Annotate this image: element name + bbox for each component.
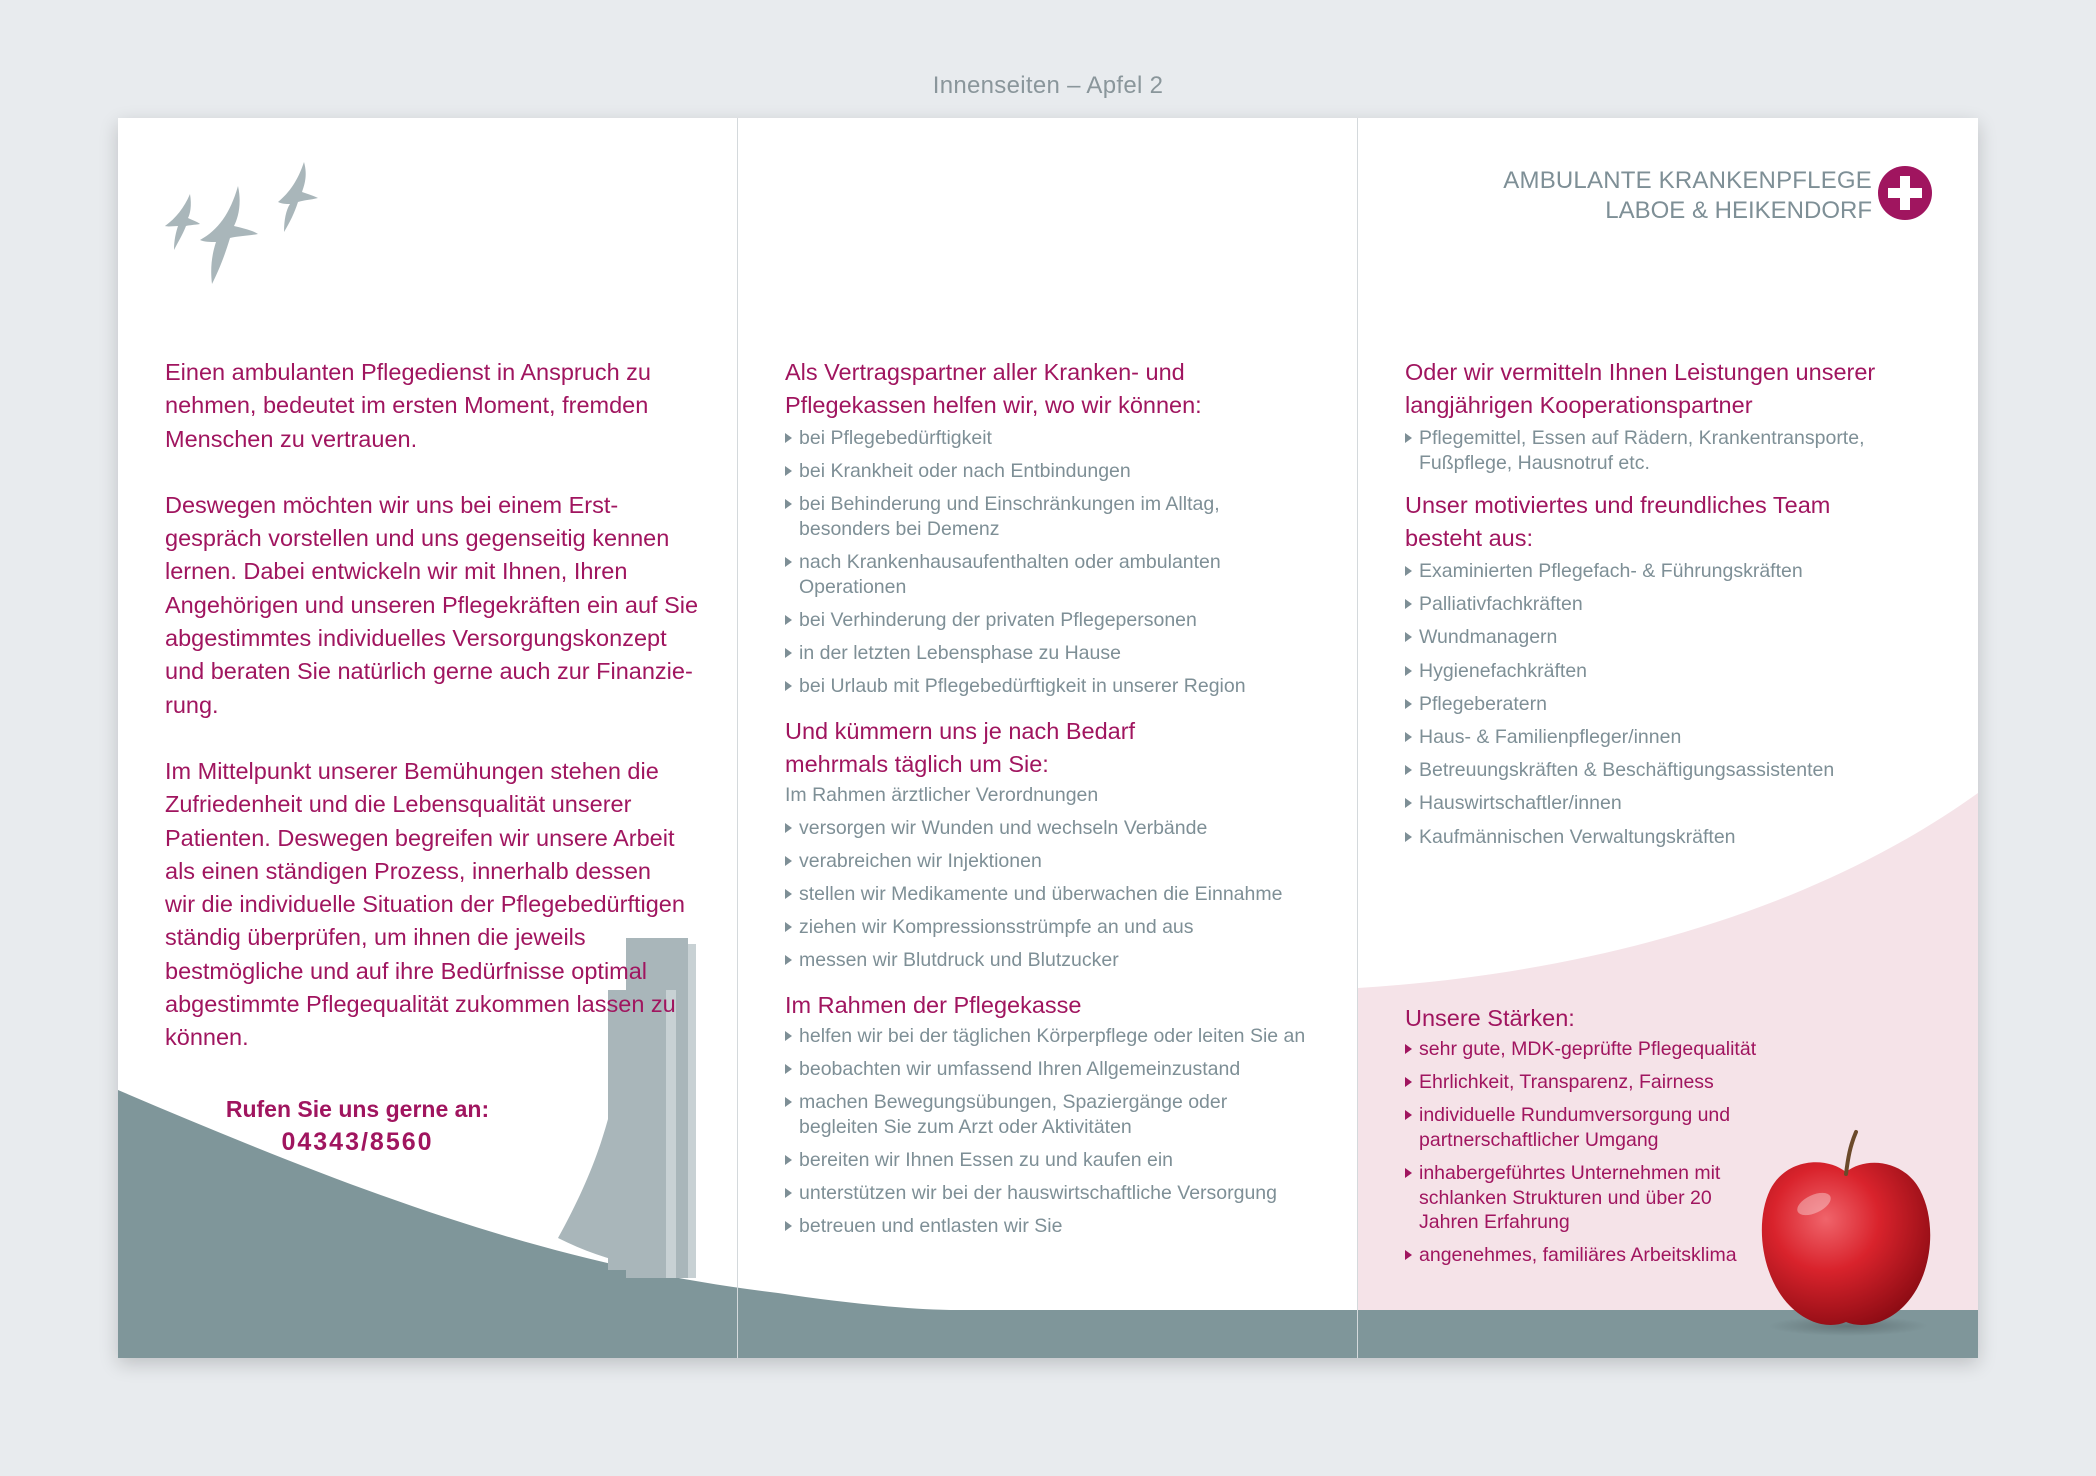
section-heading: Unser motiviertes und freundliches Team besteht aus: xyxy=(1405,492,1831,551)
list-item: Haus- & Familienpfleger/innen xyxy=(1405,725,1925,750)
list-item: Pflegeberatern xyxy=(1405,692,1925,717)
list-item: versorgen wir Wunden und wechseln Verbände xyxy=(785,816,1325,841)
panel-left xyxy=(165,118,705,1358)
intro-paragraph-2: Deswegen möchten wir uns bei einem Erst-gespräch vorstellen und uns gegenseitig kennen lernen. Dabei entwickeln wir mit Ihnen, Ihren Angehörigen und unseren Pflegekräften ein auf Sie abgestimmtes individuelles Versorgungskonzept und beraten Sie natürlich gerne auch zur Finanzie-rung. xyxy=(165,491,699,718)
list-item: angenehmes, familiäres Arbeitsklima xyxy=(1405,1243,1765,1268)
list-item: Ehrlichkeit, Transparenz, Fairness xyxy=(1405,1070,1765,1095)
list-item: Examinierten Pflegefach- & Führungskräften xyxy=(1405,559,1925,584)
list-item: sehr gute, MDK-geprüfte Pflegequalität xyxy=(1405,1037,1765,1062)
apple-image xyxy=(1756,1128,1936,1338)
intro-text xyxy=(165,356,700,1088)
list-item: Palliativfachkräften xyxy=(1405,592,1925,617)
list-item: nach Krankenhausaufenthalten oder ambulanten Operationen xyxy=(785,550,1245,599)
list-item: helfen wir bei der täglichen Körperpflege oder leiten Sie an xyxy=(785,1024,1325,1049)
call-label: Rufen Sie uns gerne an: xyxy=(225,1096,490,1122)
nursing-services-list xyxy=(785,1024,1325,1239)
call-to-action xyxy=(165,1093,550,1159)
logo-line-2: LABOE & HEIKENDORF xyxy=(1605,197,1872,224)
logo-line-1: AMBULANTE KRANKENPFLEGE xyxy=(1503,167,1872,194)
intro-paragraph-1: Einen ambulanten Pflegedienst in Anspruch zu nehmen, bedeutet im ersten Moment, fremden Menschen zu vertrauen. xyxy=(165,359,651,452)
partners-list xyxy=(1405,426,1925,475)
list-item: bei Pflegebedürftigkeit xyxy=(785,426,1325,451)
list-item: betreuen und entlasten wir Sie xyxy=(785,1214,1325,1239)
section-heading: Oder wir vermitteln Ihnen Leistungen unserer langjährigen Kooperationspartner xyxy=(1405,359,1876,418)
list-item: Hygienefachkräften xyxy=(1405,659,1925,684)
list-item: Hauswirtschaftler/innen xyxy=(1405,791,1925,816)
fold-line-2 xyxy=(1357,118,1358,1358)
section-heading: Als Vertragspartner aller Kranken- und Pflegekassen helfen wir, wo wir können: xyxy=(785,359,1202,418)
list-item: ziehen wir Kompressionsstrümpfe an und aus xyxy=(785,915,1325,940)
list-item: verabreichen wir Injektionen xyxy=(785,849,1325,874)
team-list xyxy=(1405,559,1925,849)
list-item: messen wir Blutdruck und Blutzucker xyxy=(785,948,1325,973)
list-item: inhabergeführtes Unternehmen mit schlanken Strukturen und über 20 Jahren Erfahrung xyxy=(1405,1161,1735,1235)
list-item: Betreuungskräften & Beschäftigungsassistenten xyxy=(1405,758,1925,783)
phone-number[interactable]: 04343/8560 xyxy=(281,1128,434,1156)
list-item: unterstützen wir bei der hauswirtschaftliche Versorgung xyxy=(785,1181,1325,1206)
list-item: bei Krankheit oder nach Entbindungen xyxy=(785,459,1325,484)
section-heading: Und kümmern uns je nach Bedarf mehrmals täglich um Sie: xyxy=(785,717,1136,777)
strengths-heading: Unsere Stärken: xyxy=(1405,1005,1575,1031)
list-item: stellen wir Medikamente und überwachen die Einnahme xyxy=(785,882,1325,907)
section-subheading: Im Rahmen ärztlicher Verordnungen xyxy=(785,783,1099,806)
list-item: bereiten wir Ihnen Essen zu und kaufen ein xyxy=(785,1148,1325,1173)
page-caption: Innenseiten – Apfel 2 xyxy=(932,72,1164,99)
fold-line-1 xyxy=(737,118,738,1358)
list-item: machen Bewegungsübungen, Spaziergänge oder begleiten Sie zum Arzt oder Aktivitäten xyxy=(785,1090,1245,1139)
list-item: bei Verhinderung der privaten Pflegepersonen xyxy=(785,608,1325,633)
list-item: Wundmanagern xyxy=(1405,625,1925,650)
list-item: beobachten wir umfassend Ihren Allgemeinzustand xyxy=(785,1057,1325,1082)
section-heading: Im Rahmen der Pflegekasse xyxy=(785,991,1082,1018)
care-situations-list xyxy=(785,426,1325,699)
list-item: Kaufmännischen Verwaltungskräften xyxy=(1405,825,1925,850)
panel-middle xyxy=(785,118,1325,1358)
list-item: in der letzten Lebensphase zu Hause xyxy=(785,641,1325,666)
intro-paragraph-3: Im Mittelpunkt unserer Bemühungen stehen die Zufriedenheit und die Lebensqualität unserer Patienten. Deswegen begreifen wir unsere Arbeit als einen ständigen Prozess, innerhalb dessen wir die individuelle Situation der Pflegebedürftigen ständig überprüfen, um ihnen die jeweils bestmögliche und auf ihre Bedürfnisse optimal abgestimmte Pflegequalität zukommen lassen zu können. xyxy=(165,757,685,1051)
brochure-spread xyxy=(118,118,1978,1358)
medical-services-list xyxy=(785,816,1325,973)
strengths-list xyxy=(1405,1037,1765,1268)
list-item: individuelle Rundumversorgung und partnerschaftlicher Umgang xyxy=(1405,1103,1750,1152)
list-item: bei Urlaub mit Pflegebedürftigkeit in unserer Region xyxy=(785,674,1325,699)
list-item: bei Behinderung und Einschränkungen im Alltag, besonders bei Demenz xyxy=(785,492,1245,541)
list-item: Pflegemittel, Essen auf Rädern, Krankentransporte, Fußpflege, Hausnotruf etc. xyxy=(1405,426,1885,475)
